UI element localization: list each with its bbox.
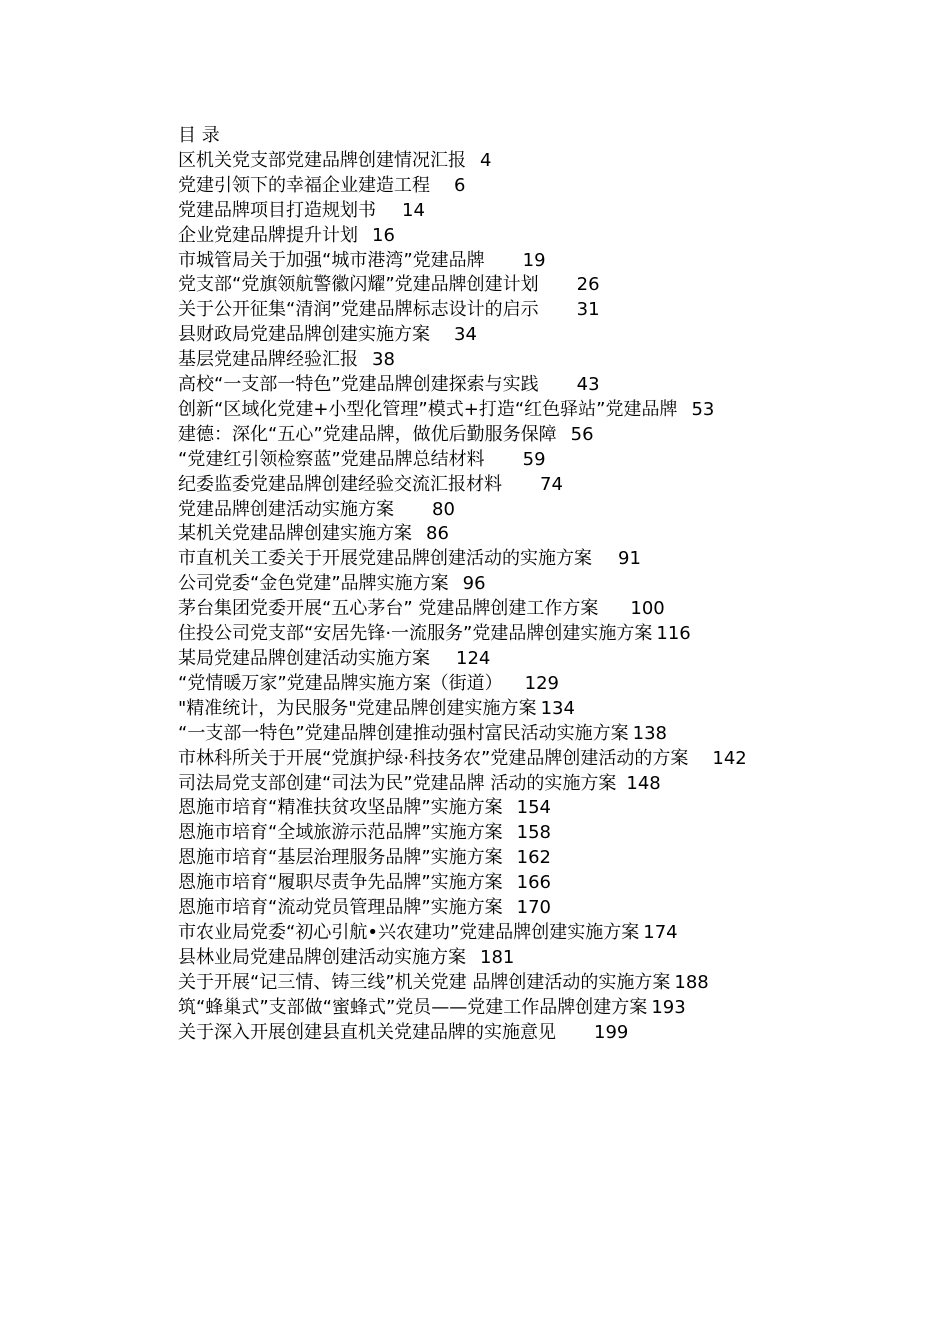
toc-entry-title: 党建品牌项目打造规划书 — [178, 199, 376, 221]
toc-page-number: 96 — [462, 573, 486, 595]
toc-entry[interactable] — [145, 199, 810, 224]
toc-entry[interactable] — [145, 174, 810, 199]
toc-page-number: 124 — [456, 648, 491, 670]
toc-entry[interactable] — [145, 946, 810, 971]
toc-entry-title: 关于公开征集“清润”党建品牌标志设计的启示 — [178, 299, 539, 321]
toc-entry[interactable] — [145, 473, 810, 498]
toc-entry[interactable] — [145, 273, 810, 298]
toc-entry[interactable] — [145, 996, 810, 1021]
toc-page-number: 129 — [524, 672, 560, 694]
toc-entry-title: 茅台集团党委开展“五心茅台” 党建品牌创建工作方案 — [178, 598, 599, 620]
toc-entry[interactable] — [145, 398, 810, 423]
toc-entry-title: 企业党建品牌提升计划 — [178, 224, 358, 246]
toc-entry-title: 恩施市培育“流动党员管理品牌”实施方案 — [178, 897, 503, 919]
toc-entry-title: 公司党委“金色党建”品牌实施方案 — [178, 573, 449, 595]
toc-entry[interactable] — [145, 722, 810, 747]
toc-entry[interactable] — [145, 498, 810, 523]
toc-entry[interactable] — [145, 298, 810, 323]
toc-entry[interactable] — [145, 772, 810, 797]
toc-page-number: 116 — [656, 623, 691, 645]
toc-page-number: 91 — [618, 548, 641, 570]
toc-entry[interactable] — [145, 896, 810, 921]
table-of-contents — [145, 124, 810, 1046]
toc-entry[interactable] — [145, 373, 810, 398]
toc-entry[interactable] — [145, 224, 810, 249]
toc-page-number: 154 — [516, 797, 552, 819]
toc-page-number: 34 — [454, 324, 477, 346]
toc-page-number: 56 — [570, 423, 594, 445]
toc-page-number: 74 — [540, 473, 563, 495]
toc-entry-title: 市直机关工委关于开展党建品牌创建活动的实施方案 — [178, 548, 592, 570]
toc-page-number: 53 — [691, 398, 715, 420]
toc-entry-title: 市农业局党委“初心引航•兴农建功”党建品牌创建实施方案 — [178, 921, 640, 943]
toc-page-number: 19 — [522, 249, 546, 271]
toc-entry-title: 司法局党支部创建“司法为民”党建品牌 活动的实施方案 — [178, 772, 617, 794]
toc-page-number: 166 — [516, 872, 552, 894]
toc-entry[interactable] — [145, 622, 810, 647]
toc-page-number: 170 — [516, 897, 552, 919]
toc-page-number: 174 — [643, 921, 678, 943]
toc-page-number: 80 — [432, 498, 455, 520]
toc-page-number: 4 — [480, 149, 492, 171]
toc-entry[interactable] — [145, 323, 810, 348]
toc-page-number: 138 — [632, 722, 668, 744]
toc-page-number: 26 — [576, 274, 600, 296]
toc-entry-title: 某局党建品牌创建活动实施方案 — [178, 648, 430, 670]
toc-entry[interactable] — [145, 697, 810, 722]
toc-entry-title: 恩施市培育“精准扶贫攻坚品牌”实施方案 — [178, 797, 503, 819]
toc-entry-title: "精准统计，为民服务"党建品牌创建实施方案 — [178, 697, 537, 719]
toc-page-number: 162 — [516, 847, 552, 869]
toc-entry[interactable] — [145, 846, 810, 871]
toc-entry-title: 恩施市培育“基层治理服务品牌”实施方案 — [178, 847, 503, 869]
toc-page-number: 142 — [712, 747, 747, 769]
toc-entry-title: 筑“蜂巢式”支部做“蜜蜂式”党员——党建工作品牌创建方案 — [178, 996, 648, 1018]
toc-title: 目 录 — [178, 125, 220, 146]
toc-page-number: 193 — [651, 996, 686, 1018]
toc-page-number: 148 — [626, 772, 661, 794]
toc-entry-title: 某机关党建品牌创建实施方案 — [178, 523, 412, 545]
toc-page-number: 14 — [402, 199, 425, 221]
toc-entry[interactable] — [145, 971, 810, 996]
toc-entry[interactable] — [145, 921, 810, 946]
toc-entry-title: 县财政局党建品牌创建实施方案 — [178, 324, 430, 346]
toc-page-number: 158 — [516, 822, 552, 844]
toc-page-number: 16 — [372, 224, 395, 246]
toc-entry[interactable] — [145, 348, 810, 373]
toc-page-number: 188 — [674, 971, 709, 993]
toc-page-number: 38 — [372, 349, 395, 371]
toc-entry[interactable] — [145, 672, 810, 697]
toc-entry-title: 建德：深化“五心”党建品牌，做优后勤服务保障 — [178, 423, 557, 445]
toc-entry[interactable] — [145, 747, 810, 772]
toc-entry[interactable] — [145, 647, 810, 672]
toc-page-number: 59 — [522, 448, 546, 470]
toc-entry-title: 党建引领下的幸福企业建造工程 — [178, 174, 430, 196]
toc-entry-title: “党情暖万家”党建品牌实施方案（街道） — [178, 672, 503, 694]
toc-entry[interactable] — [145, 597, 810, 622]
toc-entry-title: “党建红引领检察蓝”党建品牌总结材料 — [178, 448, 485, 470]
toc-entry-title: 创新“区域化党建+小型化管理”模式+打造“红色驿站”党建品牌 — [178, 398, 678, 420]
toc-entries — [145, 149, 810, 1046]
toc-entry-title: 市林科所关于开展“党旗护绿·科技务农”党建品牌创建活动的方案 — [178, 747, 689, 769]
toc-entry-title: 关于开展“记三情、铸三线”机关党建 品牌创建活动的实施方案 — [178, 971, 671, 993]
toc-entry[interactable] — [145, 796, 810, 821]
toc-entry-title: 党建品牌创建活动实施方案 — [178, 498, 394, 520]
toc-entry[interactable] — [145, 522, 810, 547]
toc-entry-title: 市城管局关于加强“城市港湾”党建品牌 — [178, 249, 485, 271]
toc-entry-title: 基层党建品牌经验汇报 — [178, 349, 358, 371]
toc-entry-title: 关于深入开展创建县直机关党建品牌的实施意见 — [178, 1021, 556, 1043]
toc-entry[interactable] — [145, 149, 810, 174]
toc-entry[interactable] — [145, 547, 810, 572]
toc-entry[interactable] — [145, 249, 810, 274]
toc-entry-title: 高校“一支部一特色”党建品牌创建探索与实践 — [178, 374, 539, 396]
toc-entry-title: 纪委监委党建品牌创建经验交流汇报材料 — [178, 473, 502, 495]
toc-page-number: 31 — [576, 299, 600, 321]
toc-page-number: 100 — [630, 598, 665, 620]
toc-entry[interactable] — [145, 423, 810, 448]
toc-entry-title: 区机关党支部党建品牌创建情况汇报 — [178, 149, 466, 171]
toc-entry-title: 恩施市培育“全域旅游示范品牌”实施方案 — [178, 822, 503, 844]
toc-entry[interactable] — [145, 821, 810, 846]
toc-page-number: 181 — [480, 946, 515, 968]
toc-entry-title: “一支部一特色”党建品牌创建推动强村富民活动实施方案 — [178, 722, 629, 744]
toc-page-number: 6 — [454, 174, 466, 196]
toc-entry[interactable] — [145, 871, 810, 896]
toc-page-number: 86 — [426, 523, 449, 545]
toc-entry[interactable] — [145, 572, 810, 597]
toc-entry-title: 住投公司党支部“安居先锋·一流服务”党建品牌创建实施方案 — [178, 623, 653, 645]
toc-entry[interactable] — [145, 1021, 810, 1046]
toc-entry-title: 恩施市培育“履职尽责争先品牌”实施方案 — [178, 872, 503, 894]
toc-page-number: 199 — [594, 1021, 629, 1043]
toc-entry-title: 县林业局党建品牌创建活动实施方案 — [178, 946, 466, 968]
toc-entry[interactable] — [145, 448, 810, 473]
toc-page-number: 43 — [576, 374, 600, 396]
toc-entry-title: 党支部“党旗领航警徽闪耀”党建品牌创建计划 — [178, 274, 539, 296]
toc-page-number: 134 — [540, 697, 575, 719]
